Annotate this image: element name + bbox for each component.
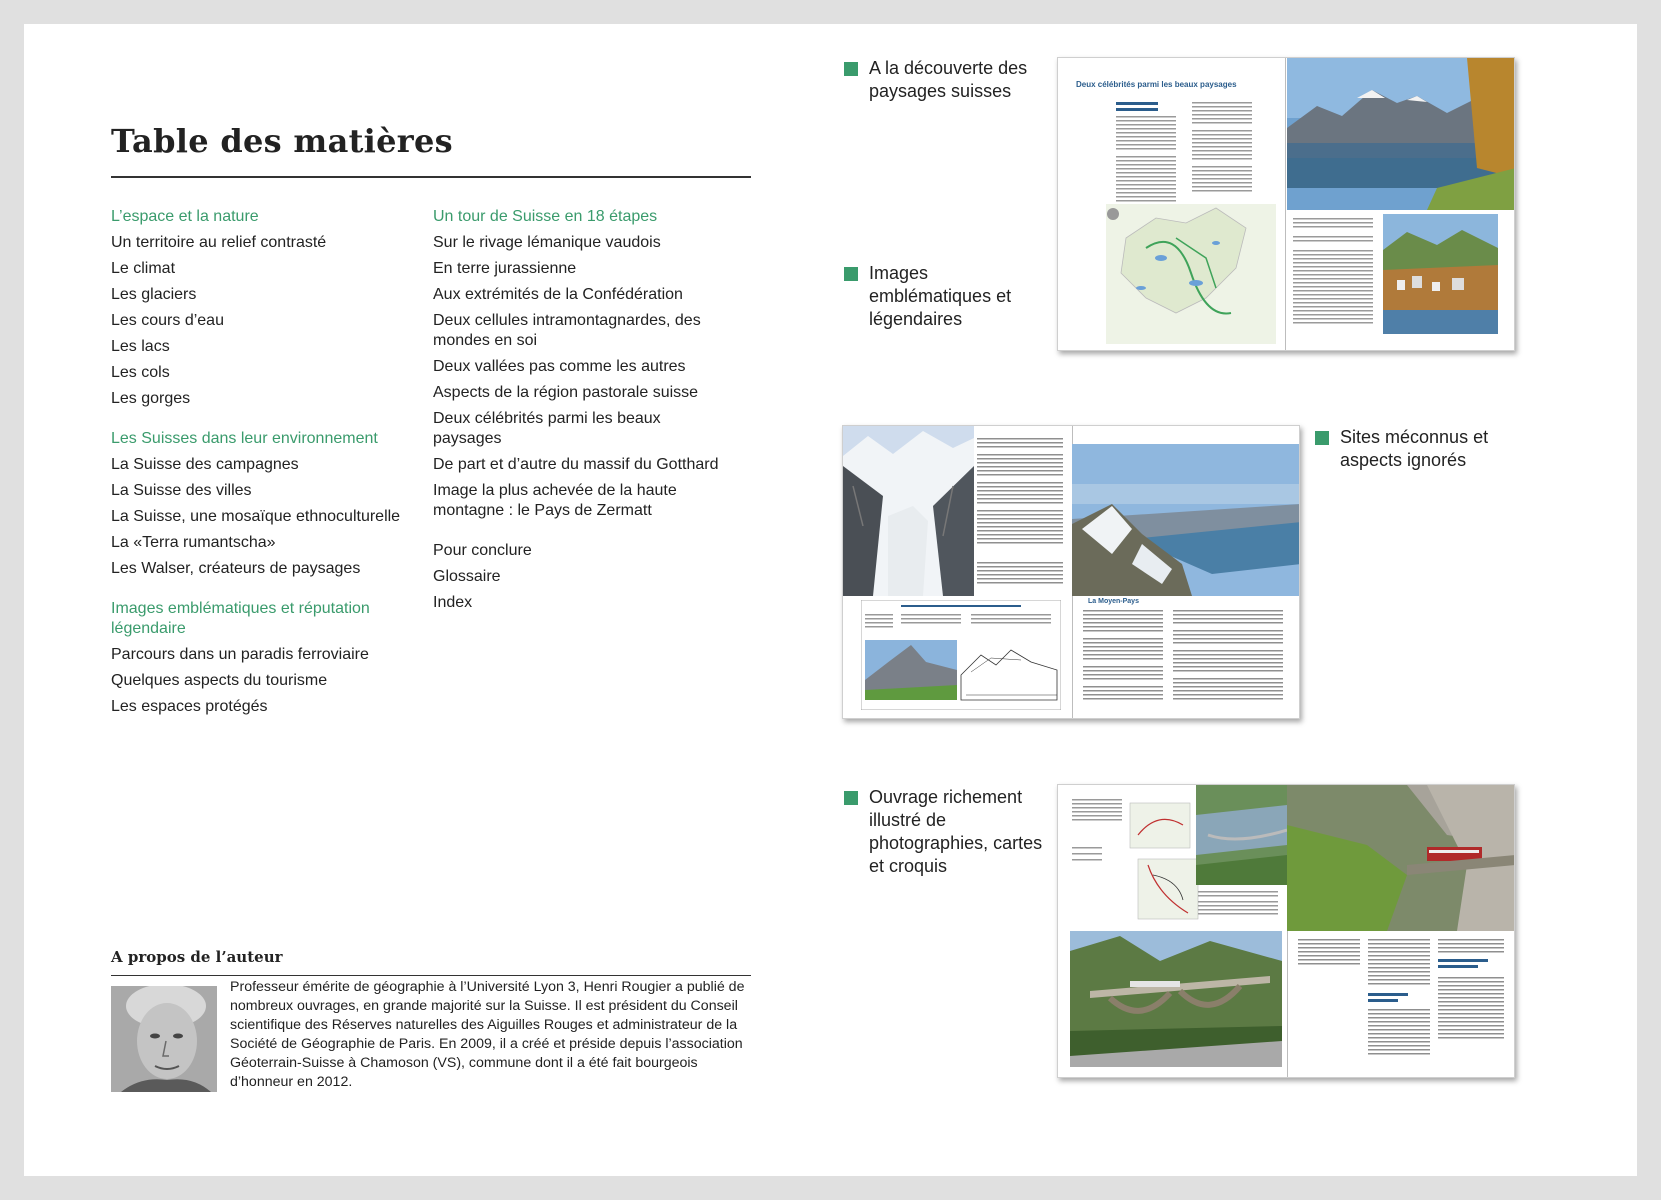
toc-section-heading: Images emblématiques et réputation légendaire [111, 600, 370, 637]
feature-discovery [844, 57, 1044, 103]
square-bullet-icon [1315, 431, 1329, 445]
toc-item: Deux vallées pas comme les autres [433, 358, 686, 375]
feature-sites [1315, 426, 1515, 472]
about-text: Professeur émérite de géographie à l’Université Lyon 3, Henri Rougier a publié de nombreux ouvrages, en grande majorité sur la Suisse. Il est président du Conseil scientifique des Réserves naturelles des Aiguilles Rouges et administrateur de la Société de Géographie de Paris. En 2009, il a créé et préside depuis l’association Géoterrain-Suisse à Chamoson (VS), commune dont il a été fait bourgeois d’honneur en 2012. [230, 979, 745, 1090]
feature-illustrated [844, 786, 1044, 878]
about-title: A propos de l’auteur [111, 948, 283, 966]
book-spread-2 [842, 425, 1300, 719]
feature-label: Images emblématiques et légendaires [869, 263, 1012, 329]
toc-item: Index [433, 594, 473, 611]
toc-title: Table des matières [111, 122, 453, 160]
toc-item: Un territoire au relief contrasté [111, 234, 327, 251]
toc-section-heading: Un tour de Suisse en 18 étapes [433, 208, 658, 225]
toc-column-2 [433, 207, 733, 633]
about-divider [111, 975, 751, 976]
square-bullet-icon [844, 791, 858, 805]
toc-item: Les espaces protégés [111, 698, 268, 715]
toc-item: De part et d’autre du massif du Gotthard [433, 456, 719, 473]
lake-mountain-photo [1287, 58, 1515, 210]
toc-item: Pour conclure [433, 542, 532, 559]
toc-item: Le climat [111, 260, 176, 277]
spread-2-right-text [1083, 608, 1293, 708]
toc-item: La Suisse, une mosaïque ethnoculturelle [111, 508, 401, 525]
toc-item: Deux célébrités parmi les beaux paysages [433, 410, 661, 447]
author-photo [111, 986, 217, 1092]
feature-label: Sites méconnus et aspects ignorés [1340, 427, 1489, 470]
toc-item: La Suisse des villes [111, 482, 252, 499]
square-bullet-icon [844, 62, 858, 76]
brochure-page [24, 24, 1637, 1176]
toc-item: Les lacs [111, 338, 170, 355]
toc-item: Deux cellules intramontagnardes, des mondes en soi [433, 312, 701, 349]
book-spread-3 [1057, 784, 1515, 1078]
spread-text-and-map [1066, 98, 1276, 348]
toc-item: Les glaciers [111, 286, 197, 303]
toc-item: Glossaire [433, 568, 501, 585]
spread-2-left-text [977, 432, 1067, 592]
toc-item: Sur le rivage lémanique vaudois [433, 234, 661, 251]
toc-item: Image la plus achevée de la haute montagne : le Pays de Zermatt [433, 482, 677, 519]
toc-item: Les Walser, créateurs de paysages [111, 560, 361, 577]
feature-label: Ouvrage richement illustré de photographies, cartes et croquis [869, 787, 1043, 876]
book-spread-1 [1057, 57, 1515, 351]
toc-section [111, 429, 401, 579]
toc-item: Les gorges [111, 390, 191, 407]
toc-item: Aspects de la région pastorale suisse [433, 384, 699, 401]
toc-item: Les cols [111, 364, 170, 381]
feature-label: A la découverte des paysages suisses [869, 58, 1028, 101]
toc-section [111, 599, 401, 717]
bridge-photo [1070, 931, 1282, 1067]
gorge-railway-photo [1287, 785, 1515, 931]
toc-item: En terre jurassienne [433, 260, 577, 277]
toc-item: Aux extrémités de la Confédération [433, 286, 683, 303]
town-photo [1287, 210, 1515, 351]
toc-section [433, 541, 733, 613]
toc-section-heading: L’espace et la nature [111, 208, 259, 225]
lake-panorama-photo [1072, 444, 1300, 596]
spread-3-text [1298, 937, 1510, 1073]
toc-item: Parcours dans un paradis ferroviaire [111, 646, 369, 663]
toc-column-1 [111, 207, 401, 737]
toc-section-heading: Les Suisses dans leur environnement [111, 430, 378, 447]
toc-item: La «Terra rumantscha» [111, 534, 276, 551]
toc-section [111, 207, 401, 409]
spread-gutter [1285, 58, 1286, 350]
spread-heading: Deux célébrités parmi les beaux paysages [1076, 80, 1237, 89]
toc-section [433, 207, 733, 521]
toc-item: La Suisse des campagnes [111, 456, 299, 473]
square-bullet-icon [844, 267, 858, 281]
snowy-valley-photo [843, 426, 974, 596]
route-maps [1058, 785, 1287, 931]
toc-divider [111, 176, 751, 178]
toc-item: Les cours d’eau [111, 312, 224, 329]
sketch-diagram-box [861, 600, 1061, 710]
feature-images [844, 262, 1044, 331]
toc-item: Quelques aspects du tourisme [111, 672, 328, 689]
spread-caption: La Moyen-Pays [1088, 598, 1139, 605]
